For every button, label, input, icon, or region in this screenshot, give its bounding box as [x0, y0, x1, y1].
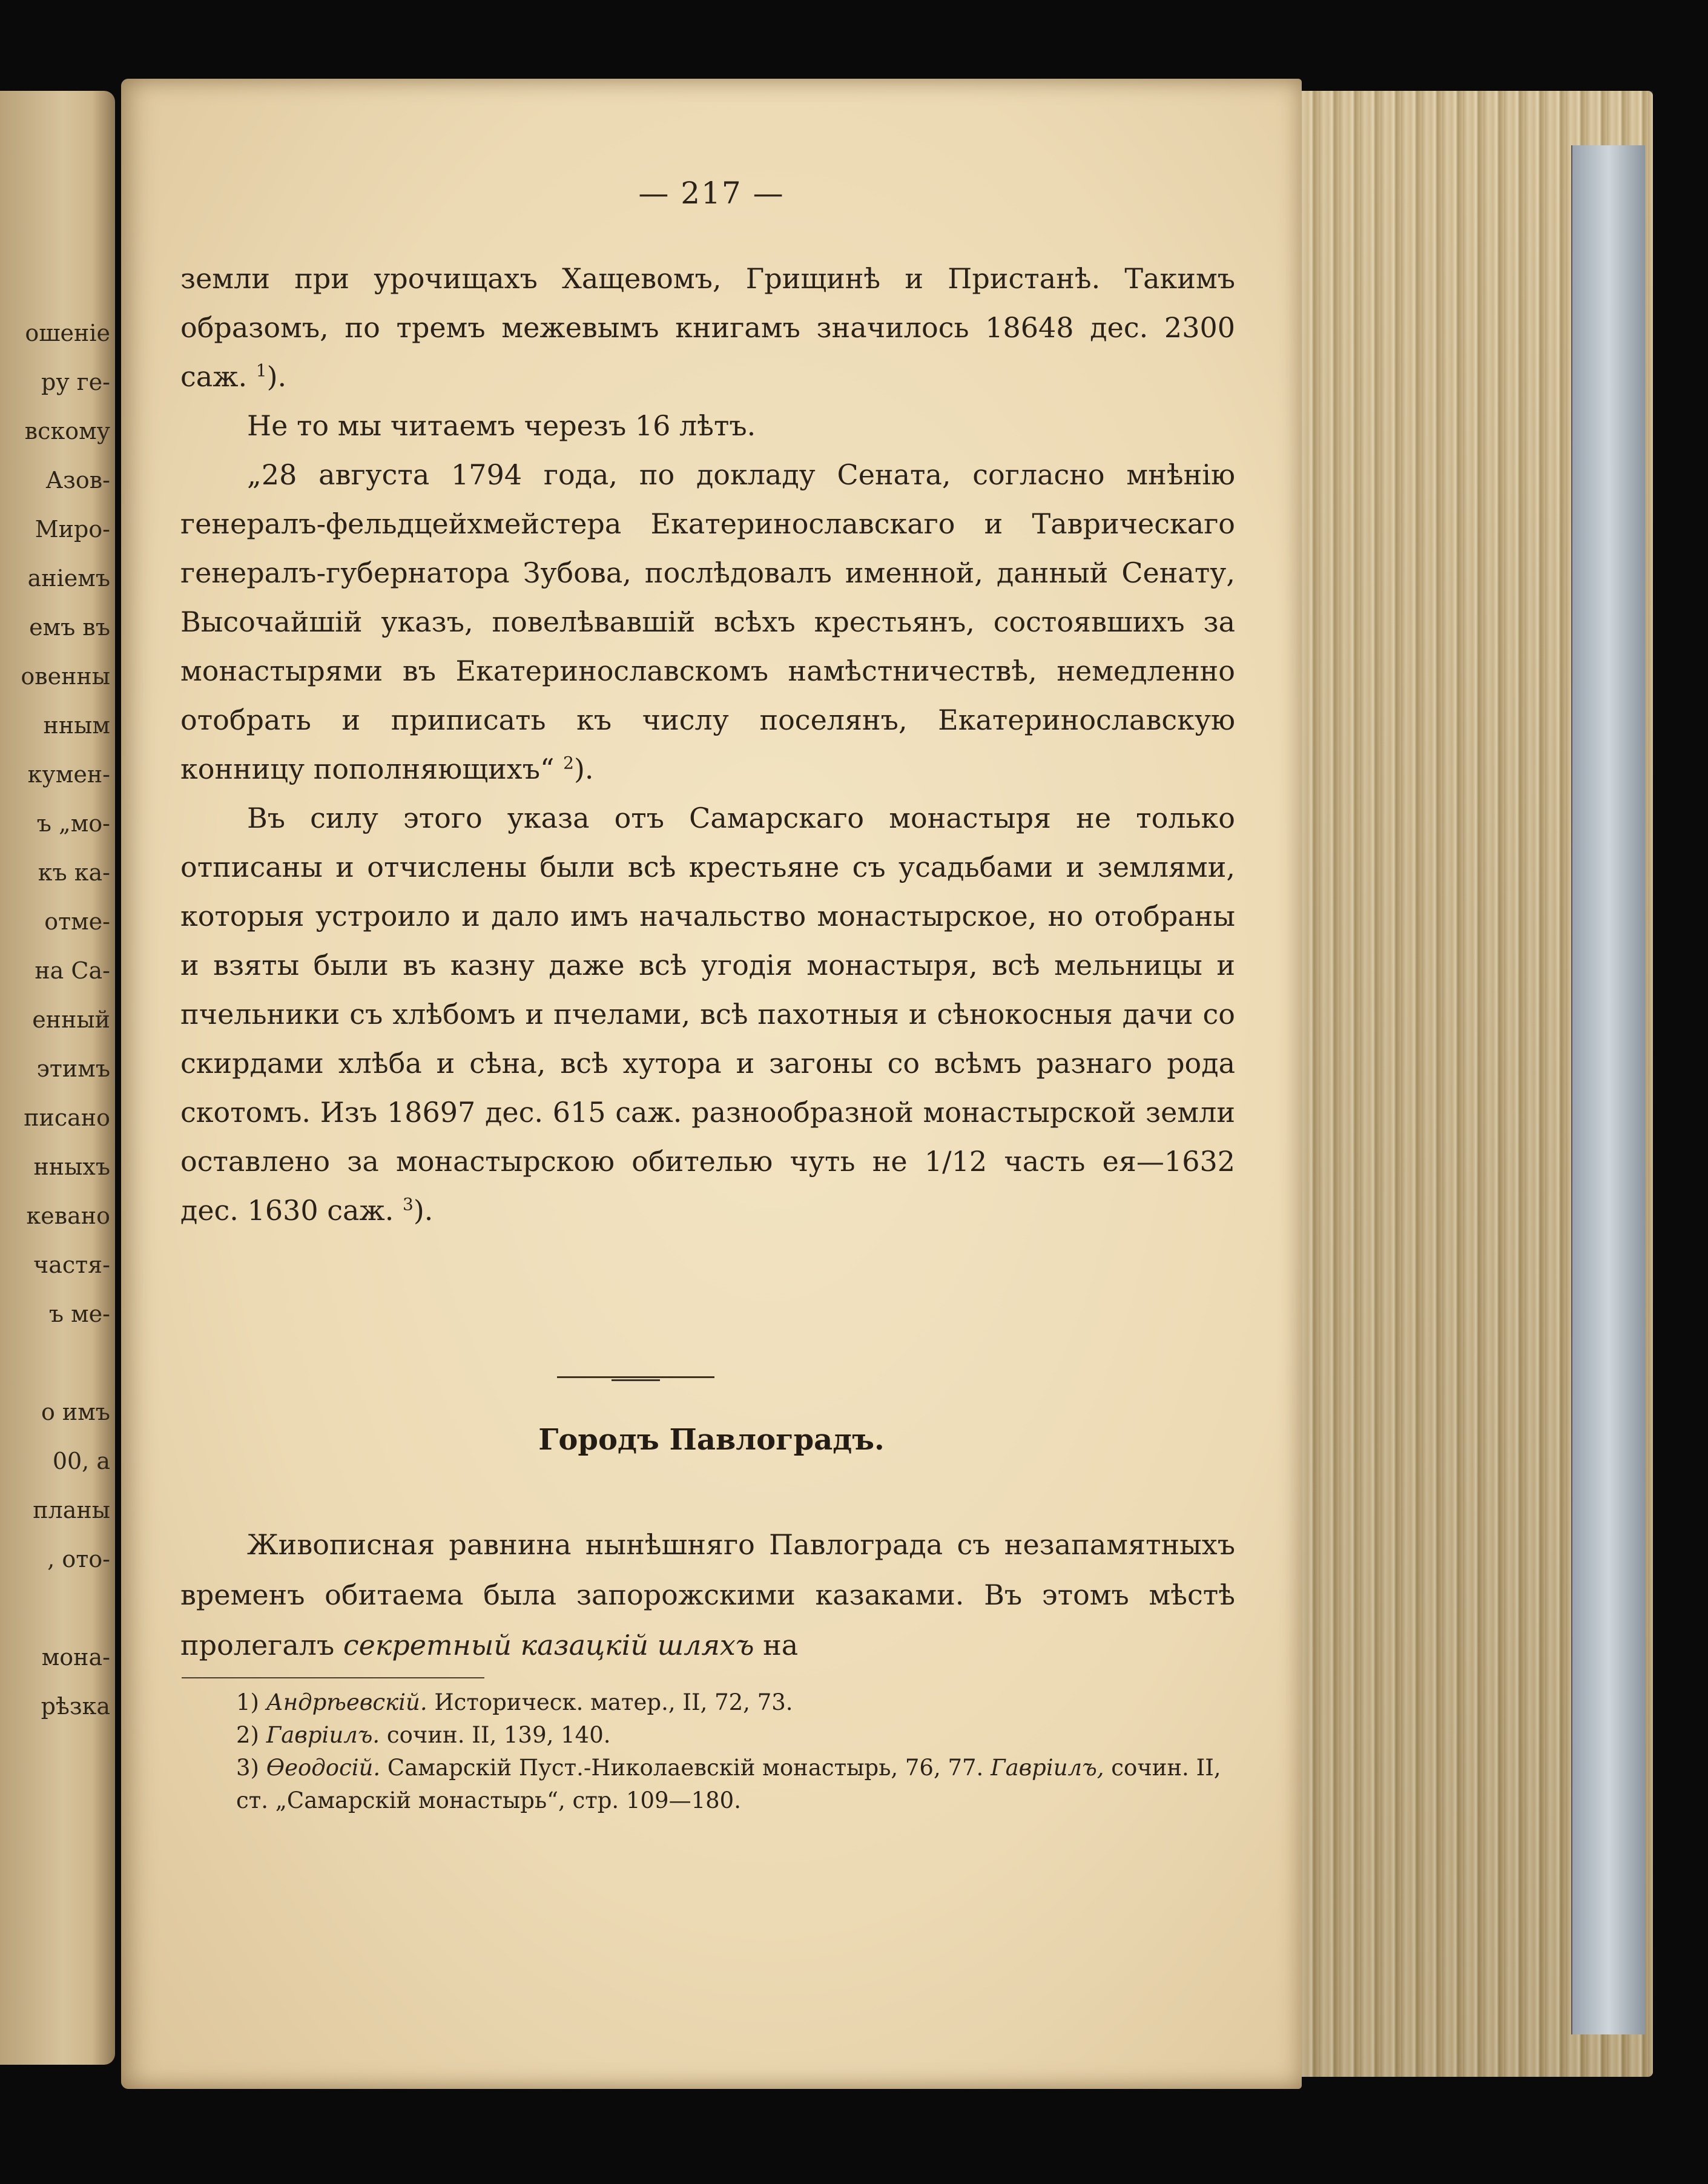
section-heading: Городъ Павлоградъ. — [538, 1423, 885, 1457]
left-facing-page — [0, 91, 115, 2065]
footnote-ref-1[interactable]: 1 — [256, 360, 267, 381]
left-page-fragment: планы — [33, 1497, 110, 1523]
left-page-fragment: вскому — [24, 418, 110, 444]
left-page-fragment: отме- — [44, 908, 110, 935]
section-paragraph: Живописная равнина нынѣшняго Павлограда съ незапамятныхъ временъ обитаема была запорожскими казаками. Въ этомъ мѣстѣ пролегалъ секретный казацкій шляхъ на — [180, 1528, 1235, 1661]
paragraph-2: Не то мы читаемъ черезъ 16 лѣтъ. — [247, 409, 756, 442]
footnotes — [182, 1686, 1235, 1817]
section-text — [180, 1520, 1235, 1671]
left-page-fragment: ру ге- — [41, 369, 110, 395]
left-page-fragment: емъ въ — [29, 614, 110, 641]
left-page-fragment — [1, 1584, 110, 1633]
left-page-fragment: на Са- — [35, 957, 110, 984]
footnote-3: 3) Ѳеодосій. Самарскій Пуст.-Николаевскій монастырь, 76, 77. Гавріилъ, сочин. II, ст. „Самарскій монастырь“, стр. 109—180. — [236, 1755, 1221, 1813]
left-page-fragment: кумен- — [27, 761, 110, 788]
left-page-fragment: , ото- — [47, 1546, 110, 1572]
left-page-fragment: аніемъ — [27, 565, 110, 592]
page-number: — 217 — — [638, 176, 785, 211]
left-page-fragment: рѣзка — [41, 1693, 110, 1720]
left-page-fragment: мона- — [41, 1644, 110, 1671]
left-page-fragment: овенны — [21, 663, 110, 690]
main-text — [180, 254, 1235, 1235]
left-page-fragment: ошеніе — [25, 320, 110, 346]
footnote-ref-2[interactable]: 2 — [563, 753, 574, 773]
left-page-fragment: писано — [24, 1104, 110, 1131]
left-page-fragment: нным — [43, 712, 110, 739]
book-cover-edge — [1571, 145, 1645, 2034]
left-page-fragment: 00, а — [52, 1448, 110, 1474]
italic-phrase: секретный казацкій шляхъ — [343, 1629, 754, 1661]
left-page-fragment: ъ ме- — [48, 1301, 110, 1327]
footnote-ref-3[interactable]: 3 — [403, 1194, 414, 1215]
left-page-fragment: енный — [32, 1006, 110, 1033]
left-page-text-fragments — [1, 309, 110, 1731]
paragraph-3: „28 августа 1794 года, по докладу Сената, согласно мнѣнію генералъ-фельдцейхмейстера Екатеринославскаго и Таврическаго генералъ-губернатора Зубова, послѣдовалъ именной, данный Сенату, Высочайшій указъ, повелѣвавшій всѣхъ крестьянъ, состоявшихъ за монастырями въ Екатеринославскомъ намѣстничествѣ, немедленно отобрать и приписать къ числу поселянъ, Екатеринославскую конницу пополняющихъ“ $^2$). — [180, 458, 1235, 785]
document-page — [121, 79, 1302, 2089]
left-page-fragment: ъ „мо- — [36, 810, 110, 837]
paragraph-4: Въ силу этого указа отъ Самарскаго монастыря не только отписаны и отчислены были всѣ крестьяне съ усадьбами и землями, которыя устроило и дало имъ начальство монастырское, но отобраны и взяты были въ казну даже всѣ угодія монастыря, всѣ мельницы и пчельники съ хлѣбомъ и пчелами, всѣ пахотныя и сѣнокосныя дачи со скирдами хлѣба и сѣна, всѣ хутора и загоны со всѣмъ разнаго рода скотомъ. Изъ 18697 дес. 615 саж. разнообразной монастырской земли оставлено за монастырскою обителью чуть не 1/12 часть ея—1632 дес. 1630 саж. $^3$). — [180, 802, 1235, 1227]
footnote-2: 2) Гавріилъ. сочин. II, 139, 140. — [236, 1722, 611, 1748]
left-page-fragment: къ ка- — [38, 859, 110, 886]
left-page-fragment: этимъ — [36, 1055, 110, 1082]
left-page-fragment: кевано — [26, 1203, 110, 1229]
left-page-fragment: Азов- — [45, 467, 110, 493]
left-page-fragment: нныхъ — [33, 1153, 110, 1180]
left-page-fragment: частя- — [33, 1252, 110, 1278]
footnote-1: 1) Андрѣевскій. Историческ. матер., II, 72, 73. — [236, 1689, 793, 1715]
paragraph-1: земли при урочищахъ Хащевомъ, Грищинѣ и Пристанѣ. Такимъ образомъ, по тремъ межевымъ книгамъ значилось 18648 дес. 2300 саж. $^1$). — [180, 262, 1235, 393]
footnote-rule — [182, 1677, 484, 1678]
left-page-fragment: Миро- — [35, 516, 110, 543]
left-page-fragment — [1, 1339, 110, 1388]
section-divider — [557, 1374, 714, 1382]
left-page-fragment: о имъ — [41, 1399, 110, 1425]
